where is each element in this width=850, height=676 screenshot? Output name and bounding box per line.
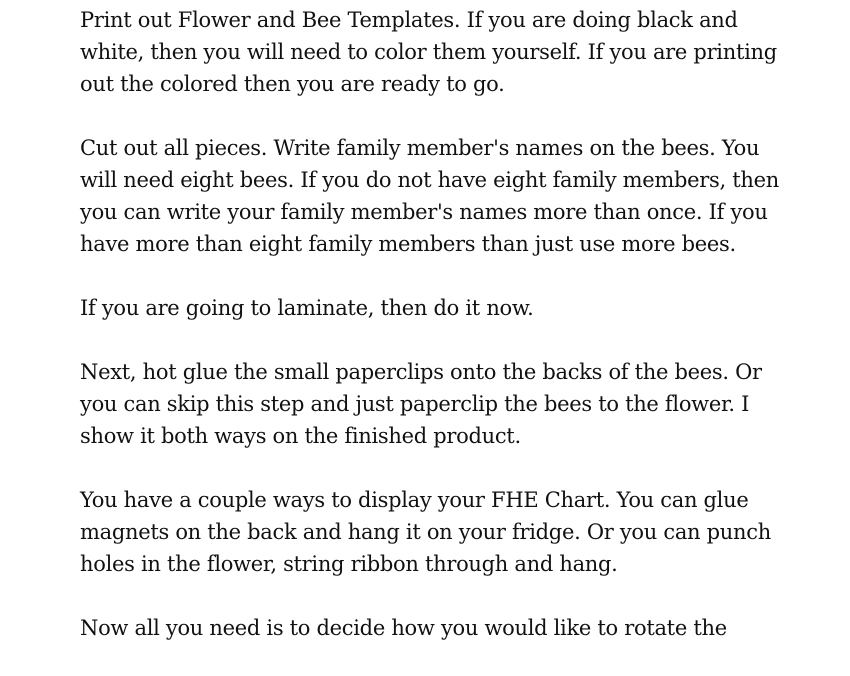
paragraph-laminate: If you are going to laminate, then do it now. [80,296,534,320]
paragraph-cut-pieces: Cut out all pieces. Write family member's names on the bees. You will need eight bees. If you do not have eight family members, then you can write your family member's names more than once. If you have more than eight family members than just use more bees. [80,136,779,256]
article-body [80,4,780,676]
paragraph-paperclips: Next, hot glue the small paperclips onto the backs of the bees. Or you can skip this step and just paperclip the bees to the flower. I show it both ways on the finished product. [80,360,762,448]
paragraph-print-templates: Print out Flower and Bee Templates. If you are doing black and white, then you will need to color them yourself. If you are printing out the colored then you are ready to go. [80,8,777,96]
paragraph-display-chart: You have a couple ways to display your FHE Chart. You can glue magnets on the back and hang it on your fridge. Or you can punch holes in the flower, string ribbon through and hang. [80,488,771,576]
paragraph-rotate: Now all you need is to decide how you would like to rotate the [80,616,727,640]
